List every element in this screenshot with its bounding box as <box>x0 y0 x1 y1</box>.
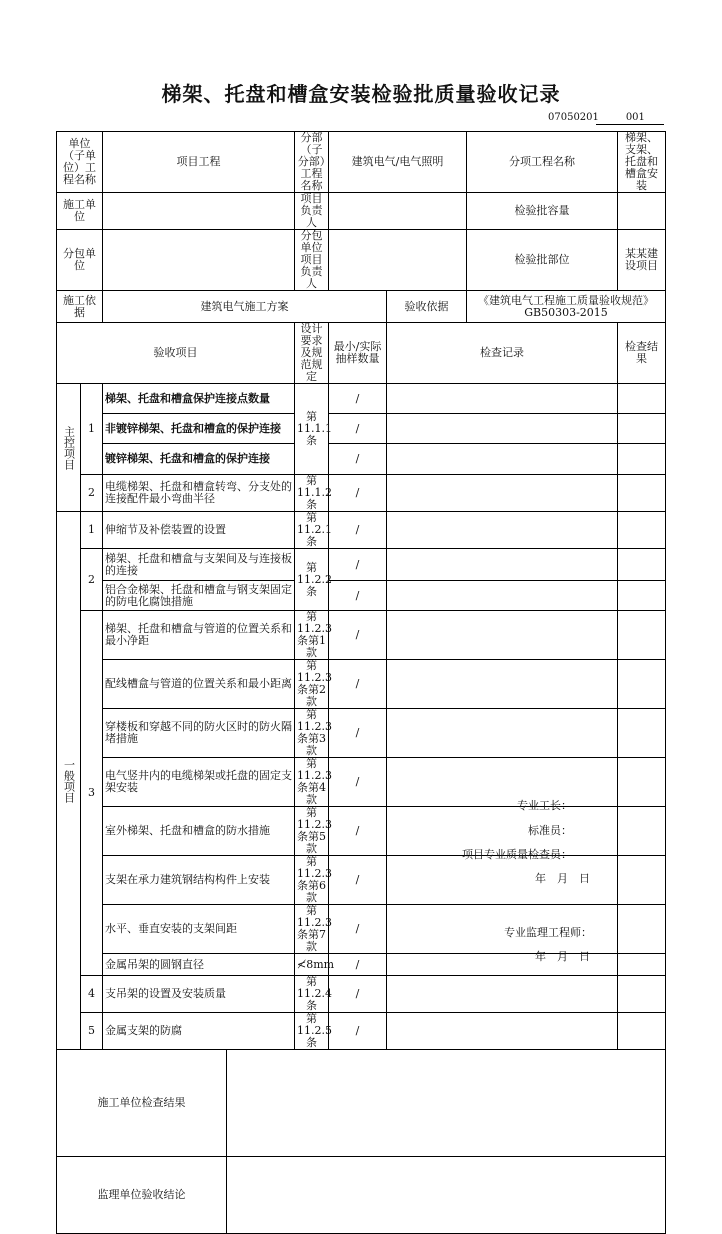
item-result[interactable] <box>618 581 666 611</box>
item-text: 支架在承力建筑钢结构构件上安装 <box>103 856 295 905</box>
item-number: 1 <box>81 512 103 549</box>
item-sample[interactable]: / <box>329 758 387 807</box>
item-record[interactable] <box>387 581 618 611</box>
item-text: 金属支架的防腐 <box>103 1013 295 1050</box>
sub-pm-label: 分包单位项目负责人 <box>295 230 329 291</box>
item-requirement: 第11.2.3条第6款 <box>295 856 329 905</box>
general-label: 一般项目 <box>57 512 81 1050</box>
table-row <box>57 384 666 414</box>
item-record[interactable] <box>387 611 618 660</box>
item-record[interactable] <box>387 384 618 414</box>
item-result[interactable] <box>618 807 666 856</box>
contractor-value[interactable] <box>103 193 295 230</box>
item-requirement: 第11.2.3条第4款 <box>295 758 329 807</box>
table-row <box>57 512 666 549</box>
item-requirement: 第11.1.1条 <box>295 384 329 475</box>
table-row <box>57 611 666 660</box>
item-record[interactable] <box>387 512 618 549</box>
batch-location-value[interactable]: 某某建设项目 <box>618 230 666 291</box>
item-requirement: 第11.2.4条 <box>295 976 329 1013</box>
item-number: 2 <box>81 475 103 512</box>
item-requirement: 第11.2.5条 <box>295 1013 329 1050</box>
main-control-label: 主控项目 <box>57 384 81 512</box>
table-row <box>57 414 666 444</box>
col-item: 验收项目 <box>57 323 295 384</box>
col-result: 检查结果 <box>618 323 666 384</box>
table-row <box>57 660 666 709</box>
item-sample[interactable]: / <box>329 512 387 549</box>
item-text: 水平、垂直安装的支架间距 <box>103 905 295 954</box>
item-result[interactable] <box>618 758 666 807</box>
batch-capacity-value[interactable] <box>618 193 666 230</box>
item-requirement: 第11.1.2条 <box>295 475 329 512</box>
item-sample[interactable]: / <box>329 475 387 512</box>
table-row <box>57 444 666 475</box>
item-record[interactable] <box>387 758 618 807</box>
item-result[interactable] <box>618 444 666 475</box>
table-row <box>57 758 666 807</box>
item-result[interactable] <box>618 660 666 709</box>
item-number: 2 <box>81 549 103 611</box>
page-title: 梯架、托盘和槽盒安装检验批质量验收记录 <box>161 82 561 106</box>
col-requirement: 设计要求及规范规定 <box>295 323 329 384</box>
col-record: 检查记录 <box>387 323 618 384</box>
quality-inspector-label: 项目专业质量检查员： <box>462 848 572 861</box>
item-number: 5 <box>81 1013 103 1050</box>
item-record[interactable] <box>387 475 618 512</box>
item-result[interactable] <box>618 905 666 954</box>
header-row-4 <box>57 291 666 323</box>
table-row <box>57 475 666 512</box>
supervisor-check-area[interactable] <box>227 1157 666 1234</box>
item-text: 梯架、托盘和槽盒与支架间及与连接板的连接 <box>103 549 295 581</box>
sub-pm-value[interactable] <box>329 230 467 291</box>
form-code: 07050201 001 <box>548 112 645 123</box>
contractor-date: 年 月 日 <box>535 872 590 885</box>
item-text: 镀锌梯架、托盘和槽盒的保护连接 <box>103 444 295 475</box>
item-text: 非镀锌梯架、托盘和槽盒的保护连接 <box>103 414 295 444</box>
item-text: 伸缩节及补偿装置的设置 <box>103 512 295 549</box>
batch-location-label: 检验批部位 <box>467 230 618 291</box>
item-sample[interactable]: / <box>329 611 387 660</box>
serial-underline <box>596 124 664 125</box>
item-record[interactable] <box>387 976 618 1013</box>
item-requirement: 第11.2.3条第3款 <box>295 709 329 758</box>
item-text: 支吊架的设置及安装质量 <box>103 976 295 1013</box>
item-requirement: 第11.2.2条 <box>295 549 329 611</box>
item-requirement: 第11.2.3条第1款 <box>295 611 329 660</box>
item-sample[interactable]: / <box>329 807 387 856</box>
item-sample[interactable]: / <box>329 549 387 581</box>
acceptance-basis-value[interactable]: 《建筑电气工程施工质量验收规范》GB50303-2015 <box>467 291 666 323</box>
item-text: 铝合金梯架、托盘和槽盒与钢支架固定的防电化腐蚀措施 <box>103 581 295 611</box>
item-number: 4 <box>81 976 103 1013</box>
serial-number: 001 <box>625 112 645 123</box>
table-row <box>57 1013 666 1050</box>
item-result[interactable] <box>618 414 666 444</box>
item-sample[interactable]: / <box>329 856 387 905</box>
item-result[interactable] <box>618 475 666 512</box>
item-record[interactable] <box>387 660 618 709</box>
item-record[interactable] <box>387 549 618 581</box>
item-result[interactable] <box>618 1013 666 1050</box>
unit-value[interactable]: 项目工程 <box>103 132 295 193</box>
acceptance-basis-label: 验收依据 <box>387 291 467 323</box>
basis-label: 施工依据 <box>57 291 103 323</box>
item-text: 穿楼板和穿越不同的防火区时的防火隔堵措施 <box>103 709 295 758</box>
standard-officer-label: 标准员： <box>528 824 572 837</box>
item-record[interactable] <box>387 1013 618 1050</box>
item-text: 电缆梯架、托盘和槽盒转弯、分支处的连接配件最小弯曲半径 <box>103 475 295 512</box>
header-row-1 <box>57 132 666 193</box>
subcontractor-label: 分包单位 <box>57 230 103 291</box>
item-record[interactable] <box>387 444 618 475</box>
item-sample[interactable]: / <box>329 709 387 758</box>
item-text: 梯架、托盘和槽盒保护连接点数量 <box>103 384 295 414</box>
item-text: 室外梯架、托盘和槽盒的防水措施 <box>103 807 295 856</box>
table-row <box>57 807 666 856</box>
subcontractor-value[interactable] <box>103 230 295 291</box>
supervisor-check-label: 监理单位验收结论 <box>57 1157 227 1234</box>
item-sample[interactable]: / <box>329 581 387 611</box>
item-sample[interactable]: / <box>329 905 387 954</box>
supervising-engineer-label: 专业监理工程师： <box>504 926 592 939</box>
batch-capacity-label: 检验批容量 <box>467 193 618 230</box>
item-number: 3 <box>81 611 103 976</box>
item-sample[interactable]: / <box>329 976 387 1013</box>
item-result[interactable] <box>618 954 666 976</box>
item-result[interactable] <box>618 709 666 758</box>
item-result[interactable] <box>618 549 666 581</box>
item-sample[interactable]: / <box>329 954 387 976</box>
unit-label: 单位（子单位）工程名称 <box>57 132 103 193</box>
table-row <box>57 709 666 758</box>
column-header-row <box>57 323 666 384</box>
contractor-check-label: 施工单位检查结果 <box>57 1050 227 1157</box>
item-sample[interactable]: / <box>329 384 387 414</box>
contractor-check-row <box>57 1050 666 1157</box>
header-row-2 <box>57 193 666 230</box>
table-row <box>57 976 666 1013</box>
item-result[interactable] <box>618 976 666 1013</box>
contractor-label: 施工单位 <box>57 193 103 230</box>
pm-value[interactable] <box>329 193 467 230</box>
item-result[interactable] <box>618 512 666 549</box>
item-sample[interactable]: / <box>329 444 387 475</box>
item-text: 梯架、托盘和槽盒与管道的位置关系和最小净距 <box>103 611 295 660</box>
supervisor-date: 年 月 日 <box>535 950 590 963</box>
item-result[interactable] <box>618 856 666 905</box>
table-row <box>57 549 666 581</box>
foreman-label: 专业工长： <box>517 799 572 812</box>
item-sample[interactable]: / <box>329 1013 387 1050</box>
item-requirement: 第11.2.3条第7款 <box>295 905 329 954</box>
item-text: 金属吊架的圆钢直径 <box>103 954 295 976</box>
item-record[interactable] <box>387 414 618 444</box>
division-value[interactable]: 建筑电气/电气照明 <box>329 132 467 193</box>
item-number: 1 <box>81 384 103 475</box>
item-text: 电气竖井内的电缆梯架或托盘的固定支架安装 <box>103 758 295 807</box>
table-row <box>57 581 666 611</box>
item-sample[interactable]: / <box>329 660 387 709</box>
pm-label: 项目负责人 <box>295 193 329 230</box>
item-text: 配线槽盒与管道的位置关系和最小距离 <box>103 660 295 709</box>
item-result[interactable] <box>618 611 666 660</box>
supervisor-check-row <box>57 1157 666 1234</box>
division-label: 分部（子分部）工程名称 <box>295 132 329 193</box>
header-row-3 <box>57 230 666 291</box>
subitem-value[interactable]: 梯架、支架、托盘和槽盒安装 <box>618 132 666 193</box>
item-record[interactable] <box>387 709 618 758</box>
item-result[interactable] <box>618 384 666 414</box>
inspection-form-table <box>56 131 666 1234</box>
subitem-label: 分项工程名称 <box>467 132 618 193</box>
contractor-check-area[interactable] <box>227 1050 666 1157</box>
item-requirement: ≮8mm <box>295 954 329 976</box>
item-requirement: 第11.2.1条 <box>295 512 329 549</box>
item-requirement: 第11.2.3条第5款 <box>295 807 329 856</box>
item-requirement: 第11.2.3条第2款 <box>295 660 329 709</box>
item-sample[interactable]: / <box>329 414 387 444</box>
basis-value[interactable]: 建筑电气施工方案 <box>103 291 387 323</box>
col-sample: 最小/实际抽样数量 <box>329 323 387 384</box>
